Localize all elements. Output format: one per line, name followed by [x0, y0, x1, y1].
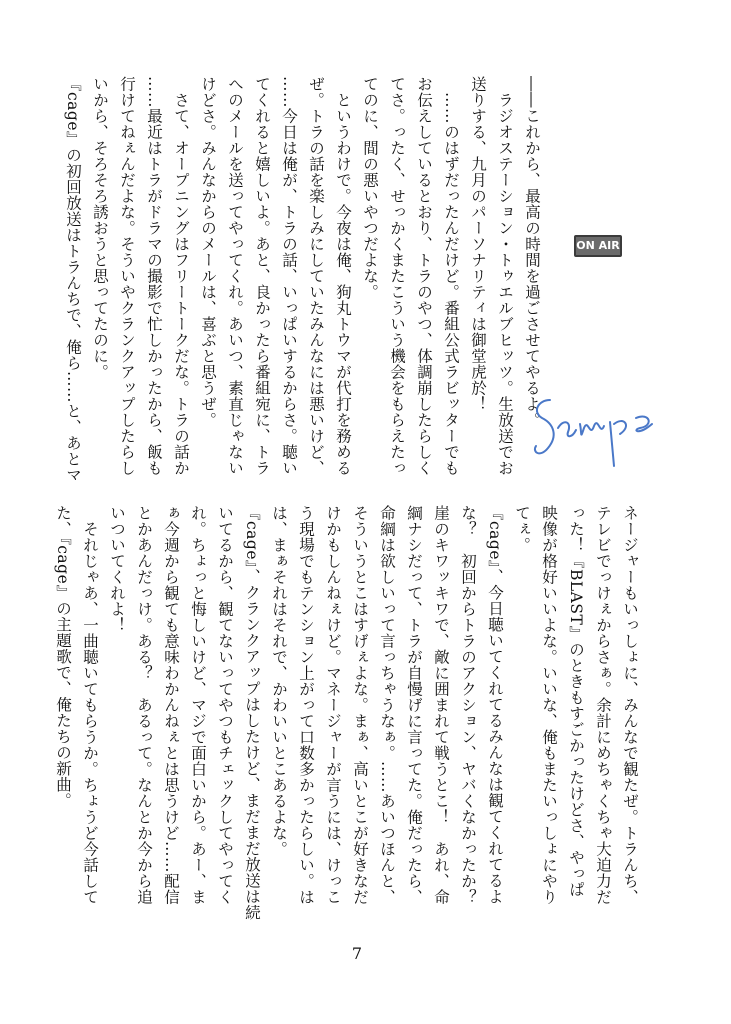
text-line: れ。ちょっと悔しいけど、マジで面白いから。あー、ま — [189, 505, 207, 905]
page-number: 7 — [351, 944, 363, 963]
text-line: テレビでっけぇからさぁ。余計にめちゃくちゃ大迫力だ — [594, 505, 612, 905]
text-line: ……のはずだったんだけど。番組公式ラビッターでも — [442, 76, 460, 476]
text-line: 行けてねぇんだよな。そういやクランクアップしたらし — [118, 76, 136, 476]
text-column-top — [64, 76, 545, 496]
text-line: た、『cage』の主題歌で、俺たちの新曲。 — [54, 505, 72, 809]
text-line: 送りする、九月のパーソナリティは御堂虎於！ — [469, 76, 487, 412]
text-line: う現場でもテンション上がって口数多かったらしい。は — [297, 505, 315, 905]
text-line: いついてくれよ！ — [108, 505, 126, 633]
text-line: いから、そろそろ誘おうと思ってたのに。 — [91, 76, 109, 380]
text-line: 映像が格好いいよな。いいな、俺もまたいっしょにやり — [540, 505, 558, 905]
text-line: てさ。ったく、せっかくまたこういう機会をもらえたっ — [388, 76, 406, 476]
text-line: った！『BLAST』のときもすごかったけどさ、やっぱ — [567, 505, 585, 898]
text-line: お伝えしているとおり、トラのやつ、体調崩したらしく — [415, 76, 433, 476]
text-line: とかあんだっけ。ある？ あるって。なんとか今から追 — [135, 505, 153, 905]
text-line: ――これから、最高の時間を過ごさせてやるよ。 — [523, 76, 541, 428]
text-line: いてるから、観てないってやつもチェックしてやってく — [216, 505, 234, 905]
text-line: てのに、間の悪いやつだよな。 — [361, 76, 379, 300]
text-line: 命綱は欲しいって言っちゃうなぁ。……あいつほんと、 — [378, 505, 396, 905]
text-line: けかもしんねぇけど。マネージャーが言うには、けっこ — [324, 505, 342, 905]
text-line: は、まぁそれはそれで、かわいいとこあるよな。 — [270, 505, 288, 857]
text-line: ……最近はトラがドラマの撮影で忙しかったから、飯も — [145, 76, 163, 476]
text-line: そういうとこはすげぇよな。まぁ、高いとこが好きなだ — [351, 505, 369, 905]
text-line: というわけで。今夜は俺、狗丸トウマが代打を務める — [334, 76, 352, 476]
text-line: へのメールを送ってやってくれ。あいつ、素直じゃない — [226, 76, 244, 476]
sample-signature — [528, 378, 688, 478]
text-line: 綱ナシだって、トラが自慢げに言ってた。俺だったら、 — [405, 505, 423, 905]
text-line: ラジオステーション・トゥエルブヒッツ。生放送でお — [496, 76, 514, 476]
text-line: 崖のキワッキワで、敵に囲まれて戦うとこ！ あれ、命 — [432, 505, 450, 905]
text-line: な？ 初回からトラのアクション、ヤバくなかったか？ — [459, 505, 477, 905]
text-line: ネージャーもいっしょに、みんなで観たぜ。トラんち、 — [621, 505, 639, 905]
text-line: それじゃあ、一曲聴いてもらうか。ちょうど今話して — [81, 505, 99, 905]
text-line: ……今日は俺が、トラの話、いっぱいするからさ。聴い — [280, 76, 298, 476]
text-line: 『cage』、クランクアップはしたけど、まだまだ放送は続 — [243, 505, 261, 921]
text-column-bottom — [54, 505, 643, 945]
text-line: てくれると嬉しいよ。あと、良かったら番組宛に、トラ — [253, 76, 271, 476]
text-line: 『cage』の初回放送はトラんちで、俺ら……と、あとマ — [64, 76, 82, 484]
text-line: てぇ。 — [513, 505, 531, 553]
text-line: けどさ。みんなからのメールは、喜ぶと思うぜ。 — [199, 76, 217, 428]
text-line: 『cage』、今日聴いてくれてるみんなは観てくれてるよ — [486, 505, 504, 905]
on-air-badge: ON AIR — [574, 235, 622, 257]
text-line: ぜ。トラの話を楽しみにしていたみんなには悪いけど、 — [307, 76, 325, 476]
text-line: さて、オープニングはフリートークだな。トラの話か — [172, 76, 190, 476]
text-line: ぁ今週から観ても意味わかんねぇとは思うけど……配信 — [162, 505, 180, 905]
